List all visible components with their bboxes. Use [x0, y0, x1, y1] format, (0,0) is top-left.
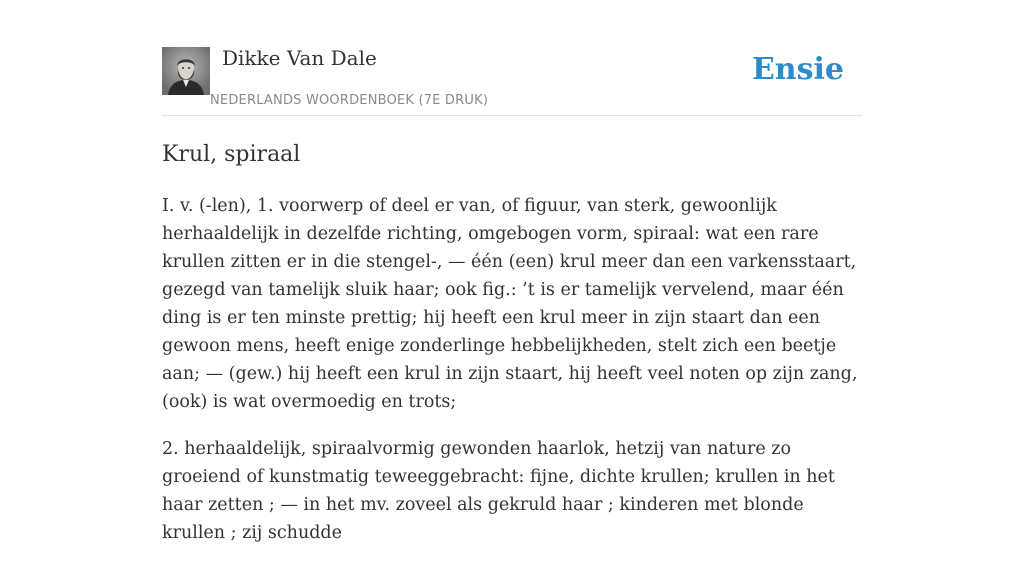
entry-title: Krul, spiraal: [162, 142, 301, 167]
definition-paragraph: 2. herhaaldelijk, spiraalvormig gewonden haarlok, hetzij van nature zo groeiend of kunstmatig teweeggebracht: fijne, dichte krullen; krullen in het haar zetten ; — in het mv. zoveel als gekruld haar ; kinderen met blonde krullen ; zij schudde: [162, 439, 835, 543]
author-avatar[interactable]: [162, 47, 210, 95]
entry-header: [162, 0, 862, 116]
definition-paragraph: I. v. (-len), 1. voorwerp of deel er van, of figuur, van sterk, gewoonlijk herhaaldelijk in dezelfde richting, omgebogen vorm, spiraal: wat een rare krullen zitten er in die stengel-, — één (een) krul meer dan een varkensstaart, gezegd van tamelijk sluik haar; ook fig.: ’t is er tamelijk vervelend, maar één ding is er ten minste prettig; hij heeft een krul meer in zijn staart dan een gewoon mens, heeft enige zonderlinge hebbelijkheden, stelt zich een beetje aan; — (gew.) hij heeft een krul in zijn staart, hij heeft veel noten op zijn zang, (ook) is wat overmoedig en trots;: [162, 196, 858, 412]
entry-definition: [162, 192, 862, 547]
author-name[interactable]: Dikke Van Dale: [222, 46, 377, 70]
source-label[interactable]: NEDERLANDS WOORDENBOEK (7E DRUK): [210, 93, 489, 108]
content-container: [162, 0, 862, 566]
author-portrait-icon: [162, 47, 210, 95]
brand-logo[interactable]: Ensie: [751, 52, 844, 87]
